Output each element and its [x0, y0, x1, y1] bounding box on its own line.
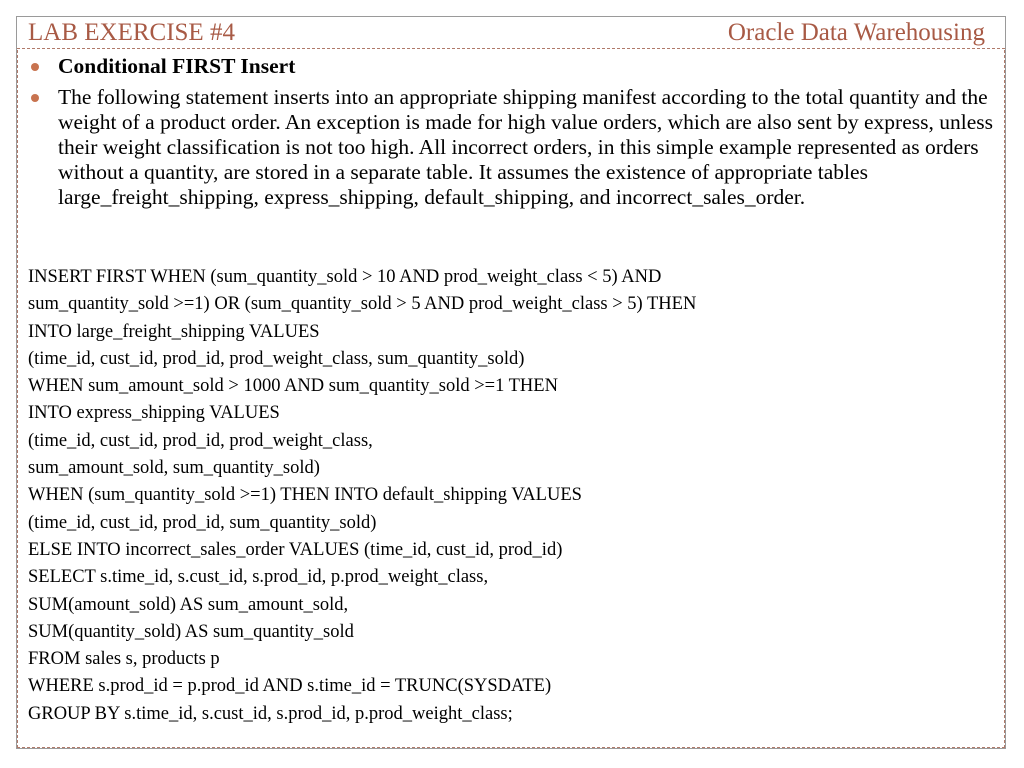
sql-code-block: [28, 264, 998, 728]
code-line: INSERT FIRST WHEN (sum_quantity_sold > 10 AND prod_weight_class < 5) AND: [28, 267, 662, 287]
code-line: WHERE s.prod_id = p.prod_id AND s.time_id = TRUNC(SYSDATE): [28, 676, 552, 697]
bullet-item-heading: [28, 54, 998, 79]
code-line: SUM(amount_sold) AS sum_amount_sold,: [28, 594, 349, 615]
bullet-item-description: [28, 85, 998, 210]
code-line: ELSE INTO incorrect_sales_order VALUES (time_id, cust_id, prod_id): [28, 539, 563, 560]
code-line: SELECT s.time_id, s.cust_id, s.prod_id, p.prod_weight_class,: [28, 567, 489, 588]
code-line: FROM sales s, products p: [28, 649, 220, 670]
slide-header: [17, 17, 1005, 49]
slide-course-title: Oracle Data Warehousing: [727, 19, 985, 46]
code-line: INTO express_shipping VALUES: [28, 403, 280, 424]
slide-title: LAB EXERCISE #4: [28, 19, 235, 46]
code-line: (time_id, cust_id, prod_id, prod_weight_class, sum_quantity_sold): [28, 348, 525, 369]
code-line: (time_id, cust_id, prod_id, sum_quantity_sold): [28, 512, 377, 533]
code-line: WHEN sum_amount_sold > 1000 AND sum_quantity_sold >=1 THEN: [28, 376, 558, 397]
bullet-heading-text: Conditional FIRST Insert: [58, 54, 296, 78]
code-line: WHEN (sum_quantity_sold >=1) THEN INTO default_shipping VALUES: [28, 485, 582, 506]
bullet-list: [28, 54, 998, 216]
bullet-dot-icon: [31, 63, 39, 71]
bullet-dot-icon: [31, 94, 39, 102]
bullet-description-text: The following statement inserts into an appropriate shipping manifest according to the total quantity and the weight of a product order. An exception is made for high value orders, which are also sent by express, unless their weight classification is not too high. All incorrect orders, in this simple example represented as orders without a quantity, are stored in a separate table. It assumes the existence of appropriate tables large_freight_shipping, express_shipping, default_shipping, and incorrect_sales_order.: [58, 85, 993, 209]
code-line: GROUP BY s.time_id, s.cust_id, s.prod_id, p.prod_weight_class;: [28, 703, 513, 724]
code-line: sum_amount_sold, sum_quantity_sold): [28, 458, 320, 479]
code-line: sum_quantity_sold >=1) OR (sum_quantity_sold > 5 AND prod_weight_class > 5) THEN: [28, 294, 697, 315]
code-line: SUM(quantity_sold) AS sum_quantity_sold: [28, 621, 354, 642]
code-line: (time_id, cust_id, prod_id, prod_weight_class,: [28, 430, 373, 451]
code-line: INTO large_freight_shipping VALUES: [28, 321, 320, 342]
